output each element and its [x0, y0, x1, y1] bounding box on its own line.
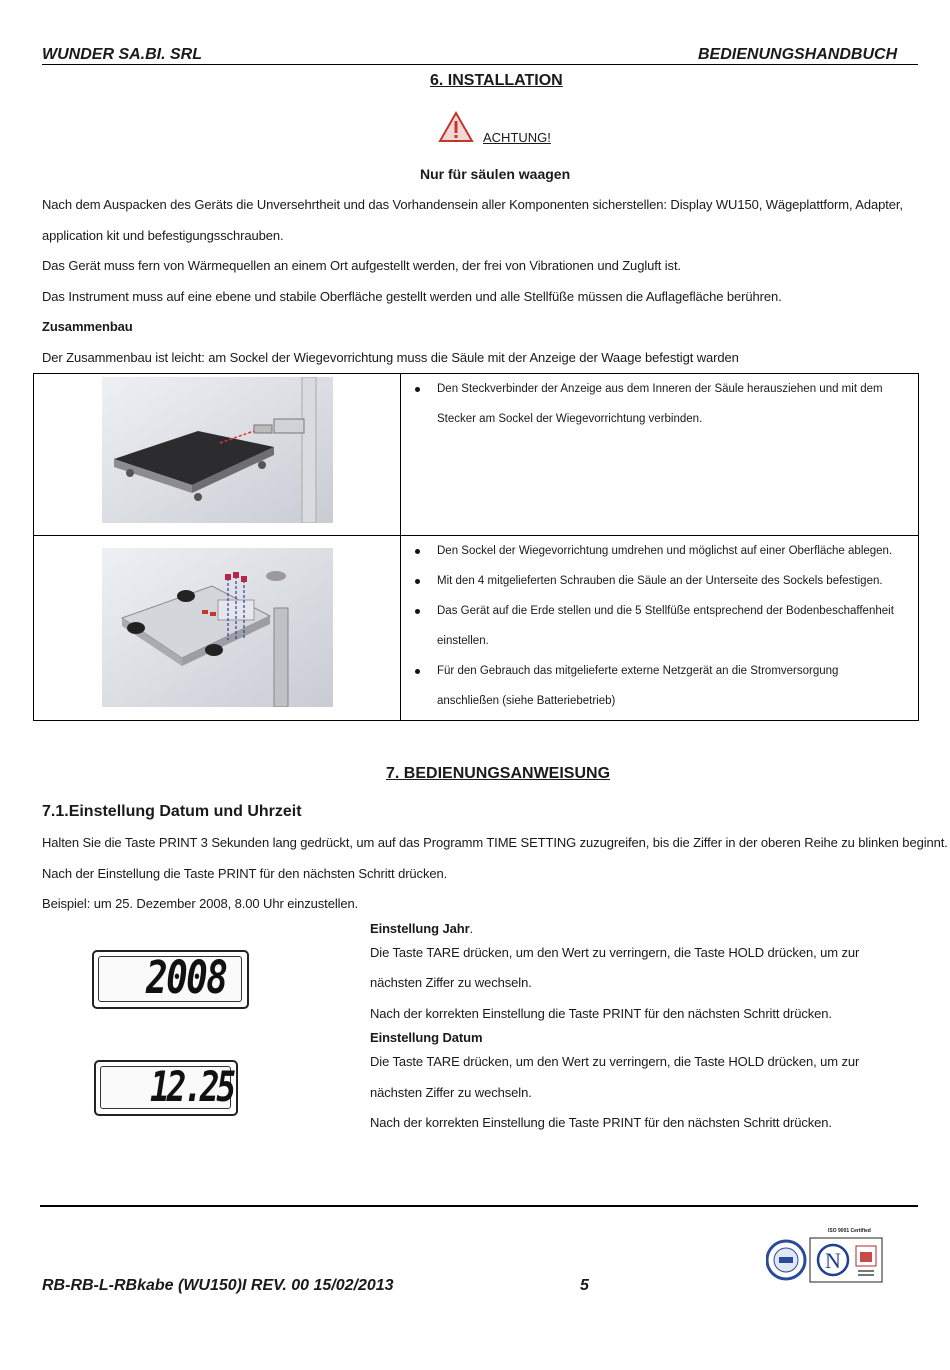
- paragraph-unpacking: Nach dem Auspacken des Geräts die Unversehrtheit und das Vorhandensein aller Komponenten sicherstellen: Display WU150, Wägeplattform, Adapter,: [42, 197, 903, 212]
- document-reference: RB-RB-L-RBkabe (WU150)I REV. 00 15/02/2013: [42, 1277, 394, 1294]
- date-time-section-title: 7.1.Einstellung Datum und Uhrzeit: [42, 803, 302, 820]
- assembly-step: Mit den 4 mitgelieferten Schrauben die Säule an der Unterseite des Sockels befestigen.: [401, 566, 918, 596]
- date-setting-text: Die Taste TARE drücken, um den Wert zu verringern, die Taste HOLD drücken, um zur: [370, 1054, 860, 1069]
- footer-rule: [40, 1205, 918, 1207]
- paragraph-print-hold: Halten Sie die Taste PRINT 3 Sekunden lang gedrückt, um auf das Programm TIME SETTING zuzugreifen, bis die Ziffer in der oberen Reihe zu blinken beginnt.: [42, 835, 948, 850]
- assembly-bullets-2: [401, 536, 918, 716]
- assembly-table: [33, 373, 919, 721]
- document-type: BEDIENUNGSHANDBUCH: [698, 46, 898, 63]
- lcd-display-year: [92, 950, 249, 1009]
- operation-title: 7. BEDIENUNGSANWEISUNG: [386, 765, 611, 782]
- columns-only-subtitle: Nur für säulen waagen: [420, 166, 571, 182]
- paragraph-example: Beispiel: um 25. Dezember 2008, 8.00 Uhr einzustellen.: [42, 896, 359, 911]
- lcd-date-value: 12.25: [150, 1062, 234, 1111]
- scale-connector-illustration: [102, 377, 333, 528]
- assembly-intro: Der Zusammenbau ist leicht: am Sockel der Wiegevorrichtung muss die Säule mit der Anzeige der Waage befestigt warden: [42, 350, 739, 365]
- company-name: WUNDER SA.BI. SRL: [42, 46, 202, 63]
- assembly-bullets-1: [401, 374, 918, 434]
- paragraph-surface: Das Instrument muss auf eine ebene und stabile Oberfläche gestellt werden und alle Stellfüße müssen die Auflagefläche berühren.: [42, 289, 782, 304]
- assembly-step: Für den Gebrauch das mitgelieferte externe Netzgerät an die Stromversorgung anschließen (siehe Batteriebetrieb): [401, 656, 918, 716]
- date-setting-text-cont: nächsten Ziffer zu wechseln.: [370, 1085, 532, 1100]
- assembly-text-cell: [401, 536, 919, 721]
- installation-title: 6. INSTALLATION: [430, 72, 563, 89]
- assembly-image-cell: [34, 536, 401, 721]
- paragraph-print-next: Nach der Einstellung die Taste PRINT für den nächsten Schritt drücken.: [42, 866, 448, 881]
- year-setting-text: Die Taste TARE drücken, um den Wert zu verringern, die Taste HOLD drücken, um zur: [370, 945, 860, 960]
- date-setting-next: Nach der korrekten Einstellung die Taste PRINT für den nächsten Schritt drücken.: [370, 1115, 832, 1130]
- assembly-text-cell: [401, 374, 919, 536]
- assembly-step: Den Sockel der Wiegevorrichtung umdrehen und möglichst auf einer Oberfläche ablegen.: [401, 536, 918, 566]
- lcd-year-value: 2008: [146, 951, 227, 1004]
- lcd-display-date: [94, 1060, 238, 1116]
- paragraph-location: Das Gerät muss fern von Wärmequellen an einem Ort aufgestellt werden, der frei von Vibrationen und Zugluft ist.: [42, 258, 681, 273]
- year-setting-next: Nach der korrekten Einstellung die Taste PRINT für den nächsten Schritt drücken.: [370, 1006, 832, 1021]
- assembly-row: [34, 374, 919, 536]
- assembly-step: Den Steckverbinder der Anzeige aus dem Inneren der Säule herausziehen und mit dem Stecker am Sockel der Wiegevorrichtung verbinden.: [401, 374, 918, 434]
- header-rule: [42, 64, 918, 65]
- assembly-step: Das Gerät auf die Erde stellen und die 5 Stellfüße entsprechend der Bodenbeschaffenheit einstellen.: [401, 596, 918, 656]
- assembly-image-cell: [34, 374, 401, 536]
- page-number: 5: [580, 1277, 589, 1294]
- year-setting-text-cont: nächsten Ziffer zu wechseln.: [370, 975, 532, 990]
- assembly-heading: Zusammenbau: [42, 319, 133, 334]
- iqnet-seal-icon: [766, 1228, 884, 1286]
- paragraph-unpacking-cont: application kit und befestigungsschrauben.: [42, 228, 284, 243]
- svg-text:N: N: [825, 1248, 841, 1273]
- assembly-row: [34, 536, 919, 721]
- warning-icon: [438, 111, 474, 143]
- year-setting-heading: Einstellung Jahr.: [370, 921, 474, 936]
- scale-base-illustration: [102, 548, 333, 712]
- warning-label: ACHTUNG!: [483, 130, 551, 145]
- certification-logos: [766, 1228, 884, 1286]
- iso-cert-label: ISO 9001 Certified: [828, 1228, 871, 1234]
- date-setting-heading: Einstellung Datum: [370, 1030, 483, 1045]
